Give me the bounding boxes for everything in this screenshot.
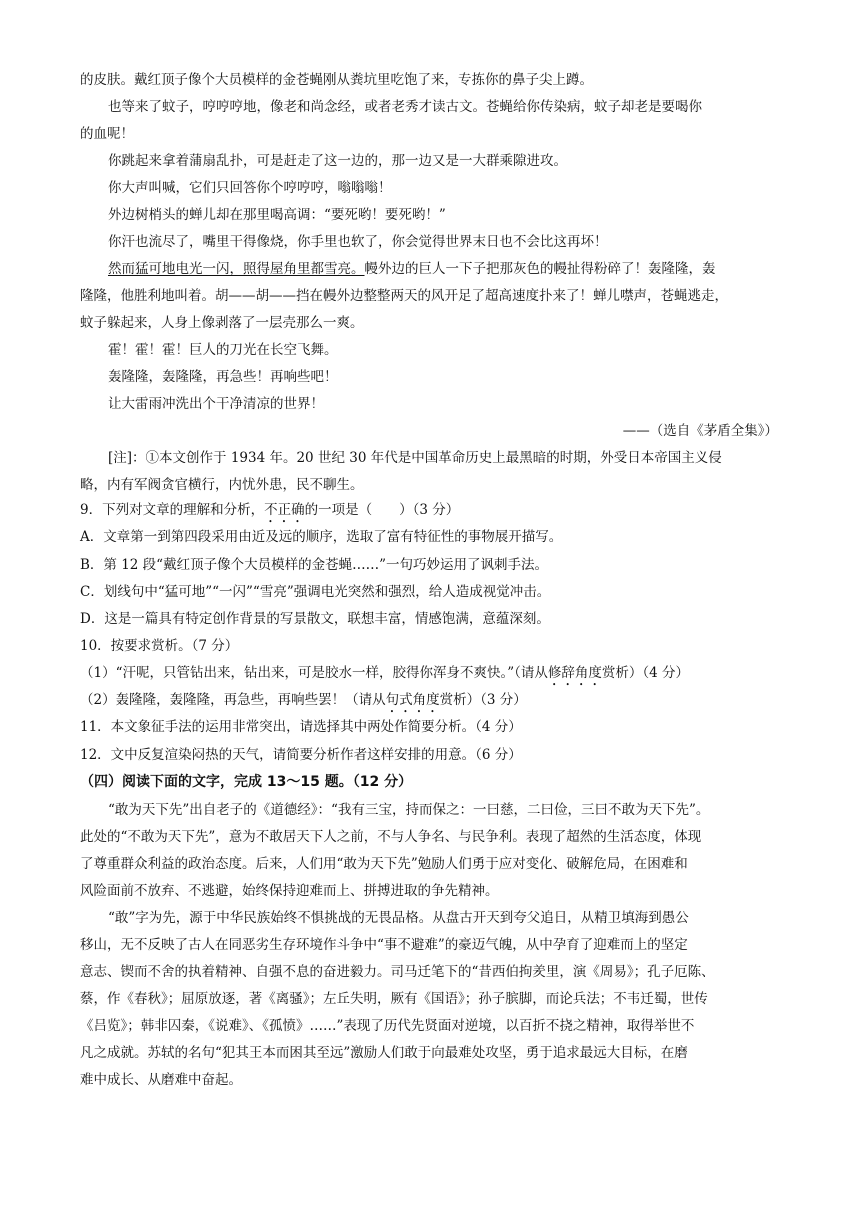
question-text: 9．下列对文章的理解和分析， bbox=[80, 502, 265, 518]
footnote: [注]：①本文创作于 1934 年。20 世纪 30 年代是中国革命历史上最黑暗的时期，外受日本帝国主义侵 bbox=[108, 450, 722, 466]
passage-paragraph-with-underline bbox=[108, 259, 860, 279]
question-text: 赏析）（3 分） bbox=[439, 692, 527, 708]
passage-paragraph-line: 蚊子躲起来，人身上像剥落了一层壳那么一爽。 bbox=[80, 315, 364, 331]
passage-paragraph-continuation: 的皮肤。戴红顶子像个大员模样的金苍蝇刚从粪坑里吃饱了来，专拣你的鼻子尖上蹲。 bbox=[80, 72, 593, 88]
paragraph-text: 幔外边的巨人一下子把那灰色的幔扯得粉碎了！轰隆隆，轰 bbox=[364, 261, 716, 277]
passage-paragraph: 让大雷雨冲洗出个干净清凉的世界！ bbox=[108, 396, 324, 412]
passage-paragraph: 你汗也流尽了，嘴里干得像烧，你手里也软了，你会觉得世界末日也不会比这再坏！ bbox=[108, 234, 608, 250]
emphasized-text: 修辞角度 bbox=[547, 665, 602, 681]
passage-paragraph: 霍！霍！霍！巨人的刀光在长空飞舞。 bbox=[108, 342, 338, 358]
emphasized-text: 不正确 bbox=[264, 502, 305, 518]
article-paragraph-line: 移山，无不反映了古人在同恶劣生存环境作斗争中“事不避难”的豪迈气魄，从中孕育了迎难而上的坚定 bbox=[80, 937, 688, 953]
question-10-part-2 bbox=[80, 690, 860, 716]
question-10: 10．按要求赏析。（7 分） bbox=[80, 638, 239, 654]
passage-paragraph: 你跳起来拿着蒲扇乱扑，可是赶走了这一边的，那一边又是一大群乘隙进攻。 bbox=[108, 153, 567, 169]
passage-paragraph: 外边树梢头的蝉儿却在那里喝高调：“要死哟！要死哟！” bbox=[108, 207, 446, 223]
option-b: B．第 12 段“戴红顶子像个大员模样的金苍蝇……”一句巧妙运用了讽刺手法。 bbox=[80, 557, 548, 573]
article-paragraph-line: 了尊重群众利益的政治态度。后来，人们用“敢为天下先”勉励人们勇于应对变化、破解危局，在困难和 bbox=[80, 856, 688, 872]
article-paragraph: “敢为天下先”出自老子的《道德经》：“我有三宝，持而保之：一曰慈，二曰俭，三曰不敢为天下先”。 bbox=[108, 802, 710, 818]
article-paragraph: “敢”字为先，源于中华民族始终不惧挑战的无畏品格。从盘古开天到夸父追日，从精卫填海到愚公 bbox=[108, 910, 689, 926]
article-paragraph-line: 此处的“不敢为天下先”，意为不敢居天下人之前，不与人争名、与民争利。表现了超然的生活态度，体现 bbox=[80, 829, 702, 845]
question-9 bbox=[80, 500, 860, 526]
article-paragraph-line: 蔡，作《春秋》；屈原放逐，著《离骚》；左丘失明，厥有《国语》；孙子膑脚，而论兵法；不韦迁蜀，世传 bbox=[80, 991, 708, 1007]
question-text: （1）“汗呢，只管钻出来，钻出来，可是胶水一样，胶得你浑身不爽快。”（请从 bbox=[80, 665, 548, 681]
passage-paragraph-line: 的血呢！ bbox=[80, 126, 134, 142]
passage-paragraph: 也等来了蚊子，哼哼哼地，像老和尚念经，或者老秀才读古文。苍蝇给你传染病，蚊子却老是要喝你 bbox=[108, 99, 702, 115]
article-paragraph-line: 意志、锲而不舍的执着精神、自强不息的奋进毅力。司马迁笔下的“昔西伯拘羑里，演《周易》；孔子厄陈、 bbox=[80, 964, 715, 980]
underlined-sentence: 然而猛可地电光一闪，照得屋角里都雪亮。 bbox=[108, 261, 365, 277]
passage-source: ——（选自《茅盾全集》） bbox=[622, 423, 778, 439]
section-4-heading: （四）阅读下面的文字，完成 13～15 题。（12 分） bbox=[80, 774, 413, 790]
passage-paragraph: 轰隆隆，轰隆隆，再急些！再响些吧！ bbox=[108, 369, 338, 385]
question-text: 的一项是（ ）（3 分） bbox=[304, 502, 460, 518]
article-paragraph-line: 风险面前不放弃、不逃避，始终保持迎难而上、拼搏进取的争先精神。 bbox=[80, 883, 499, 899]
option-a: A．文章第一到第四段采用由近及远的顺序，选取了富有特征性的事物展开描写。 bbox=[80, 529, 563, 545]
emphasized-text: 句式角度 bbox=[385, 692, 440, 708]
passage-paragraph-line: 隆隆，他胜利地叫着。胡——胡——挡在幔外边整整两天的风开足了超高速度扑来了！蝉儿噤声，苍蝇逃走， bbox=[80, 288, 728, 304]
passage-paragraph: 你大声叫喊，它们只回答你个哼哼哼，嗡嗡嗡！ bbox=[108, 180, 392, 196]
article-paragraph-line: 难中成长、从磨难中奋起。 bbox=[80, 1072, 242, 1088]
article-paragraph-line: 凡之成就。苏轼的名句“犯其王本而困其至远”激励人们敢于向最难处攻坚，勇于追求最远大目标，在磨 bbox=[80, 1045, 688, 1061]
question-text: 赏析）（4 分） bbox=[601, 665, 690, 681]
question-10-part-1 bbox=[80, 663, 860, 689]
article-paragraph-line: 《吕览》；韩非囚秦，《说难》、《孤愤》……”表现了历代先贤面对逆境，以百折不挠之精神，取得举世不 bbox=[80, 1018, 695, 1034]
question-text: （2）轰隆隆，轰隆隆，再急些，再响些罢！（请从 bbox=[80, 692, 386, 708]
question-11: 11．本文象征手法的运用非常突出，请选择其中两处作简要分析。（4 分） bbox=[80, 719, 522, 735]
option-d: D．这是一篇具有特定创作背景的写景散文，联想丰富，情感饱满，意蕴深刻。 bbox=[80, 611, 550, 627]
option-c: C．划线句中“猛可地”“一闪”“雪亮”强调电光突然和强烈，给人造成视觉冲击。 bbox=[80, 584, 551, 600]
question-12: 12．文中反复渲染闷热的天气，请简要分析作者这样安排的用意。（6 分） bbox=[80, 747, 522, 763]
footnote-line: 略，内有军阀贪官横行，内忧外患，民不聊生。 bbox=[80, 477, 364, 493]
